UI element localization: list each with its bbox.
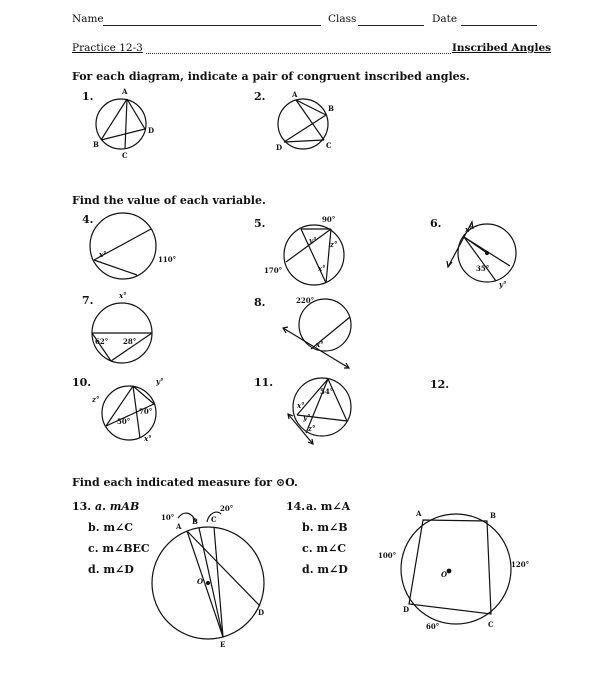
diagram-10-label: z° [92,395,100,404]
problem-14b: b. m∠B [302,521,348,534]
problem-14a: a. m∠A [306,500,351,513]
diagram-5-label: 170° [264,266,283,275]
diagram-14-label: 120° [511,560,530,569]
section2-instruction: Find the value of each variable. [72,194,266,207]
diagram-4-label: x° [99,250,107,259]
problem-7-number: 7. [82,294,94,307]
diagram-7-label: 28° [123,337,137,346]
problem-2-number: 2. [254,90,266,103]
diagram-5-label: x° [318,264,326,273]
problem-10-number: 10. [72,376,92,389]
diagram-11 [288,378,351,444]
problem-4-number: 4. [82,213,94,226]
problem-5-number: 5. [254,217,266,230]
diagram-14-label: C [488,620,494,629]
name-label: Name [72,13,104,25]
problem-13b: b. m∠C [88,521,133,534]
diagram-2 [276,90,334,152]
diagram-10 [91,377,164,443]
diagram-14-label: O [441,570,448,579]
diagram-6-center [486,252,489,255]
diagram-13-label: C [211,515,217,524]
diagram-6 [447,222,516,289]
diagram-5-chord [326,229,331,283]
diagram-4-chord [94,260,137,275]
diagram-2-chord [284,115,326,142]
topic-label: Inscribed Angles [452,42,552,54]
class-label: Class [328,13,357,25]
diagram-14-circle [401,514,511,624]
diagram-6-chord [464,237,496,281]
diagram-13-label: A [176,522,182,531]
diagram-13 [152,504,264,649]
diagram-13-label: 20° [220,504,234,513]
diagram-4-label: 110° [158,255,177,264]
section3-instruction: Find each indicated measure for ⊙O. [72,476,298,489]
diagram-5-circle [284,225,344,285]
diagram-13-chord [187,531,223,637]
diagram-6-label: y° [499,280,507,289]
diagram-2-label: A [292,90,298,99]
diagram-7-label: x° [119,291,127,300]
diagram-5-label: y° [309,236,317,245]
date-label: Date [432,13,458,25]
problem-13a: a. mAB [95,500,140,513]
problem-13c: c. m∠BEC [88,542,150,555]
diagram-6-label: 35° [476,264,490,273]
diagram-8-label: x° [316,340,324,349]
diagram-10-label: 50° [117,417,131,426]
diagram-11-chord [328,379,347,421]
diagram-5-label: z° [330,240,338,249]
diagram-11-label: y° [303,413,311,422]
problem-13d: d. m∠D [88,563,134,576]
problem-6-number: 6. [430,217,442,230]
section1-instruction: For each diagram, indicate a pair of congruent inscribed angles. [72,70,470,83]
diagram-13-label: O [197,577,204,586]
diagram-2-label: C [326,141,332,150]
diagram-14-label: 100° [378,551,397,560]
diagram-11-label: z° [308,424,316,433]
diagram-14-label: B [490,511,496,520]
diagram-2-chord [284,140,324,142]
diagram-13-center [207,582,210,585]
problem-11-number: 11. [254,376,274,389]
diagram-1-chord [125,99,127,149]
problem-14c: c. m∠C [302,542,346,555]
problem-14d: d. m∠D [302,563,348,576]
practice-label: Practice 12-3 [72,42,143,54]
diagram-11-label: x° [297,401,305,410]
diagram-10-label: 70° [139,407,153,416]
diagram-1-label: D [148,126,155,135]
diagram-10-label: y° [156,377,164,386]
diagram-13-chord [214,527,223,637]
diagram-14-center [447,569,451,573]
diagram-14-label: A [416,509,422,518]
diagram-13-chord [187,531,260,606]
problem-1-number: 1. [82,90,94,103]
diagram-1-label: A [122,87,128,96]
diagram-13-label: B [192,517,198,526]
diagram-2-label: B [328,104,334,113]
diagram-14-quadrilateral [409,520,491,614]
diagram-8-circle [299,299,351,351]
diagram-14 [378,509,529,631]
problem-12-number: 12. [430,378,450,391]
diagram-11-label: 54° [320,387,334,396]
diagram-1-label: B [93,140,99,149]
diagram-2-label: D [276,143,283,152]
diagram-1 [93,87,154,160]
diagram-13-label: E [220,640,226,649]
diagram-1-label: C [122,151,128,160]
diagram-1-circle [96,99,146,149]
problem-13-number: 13. [72,500,92,513]
diagram-8 [283,296,351,368]
diagram-14-label: 60° [426,622,440,631]
diagram-14-label: D [403,605,410,614]
diagram-7 [92,291,152,363]
diagram-13-label: D [258,608,265,617]
diagram-8-label: 220° [296,296,315,305]
diagram-13-label: 10° [161,513,175,522]
diagram-10-label: x° [144,434,152,443]
diagram-7-label: 62° [95,337,109,346]
diagram-5-label: 90° [322,215,336,224]
diagram-4 [90,213,176,279]
diagram-10-chord [133,386,154,404]
problem-8-number: 8. [254,296,266,309]
problem-14-number: 14. [286,500,306,513]
diagram-5 [264,215,344,285]
diagram-4-circle [90,213,156,279]
diagram-6-label: x° [465,225,473,234]
